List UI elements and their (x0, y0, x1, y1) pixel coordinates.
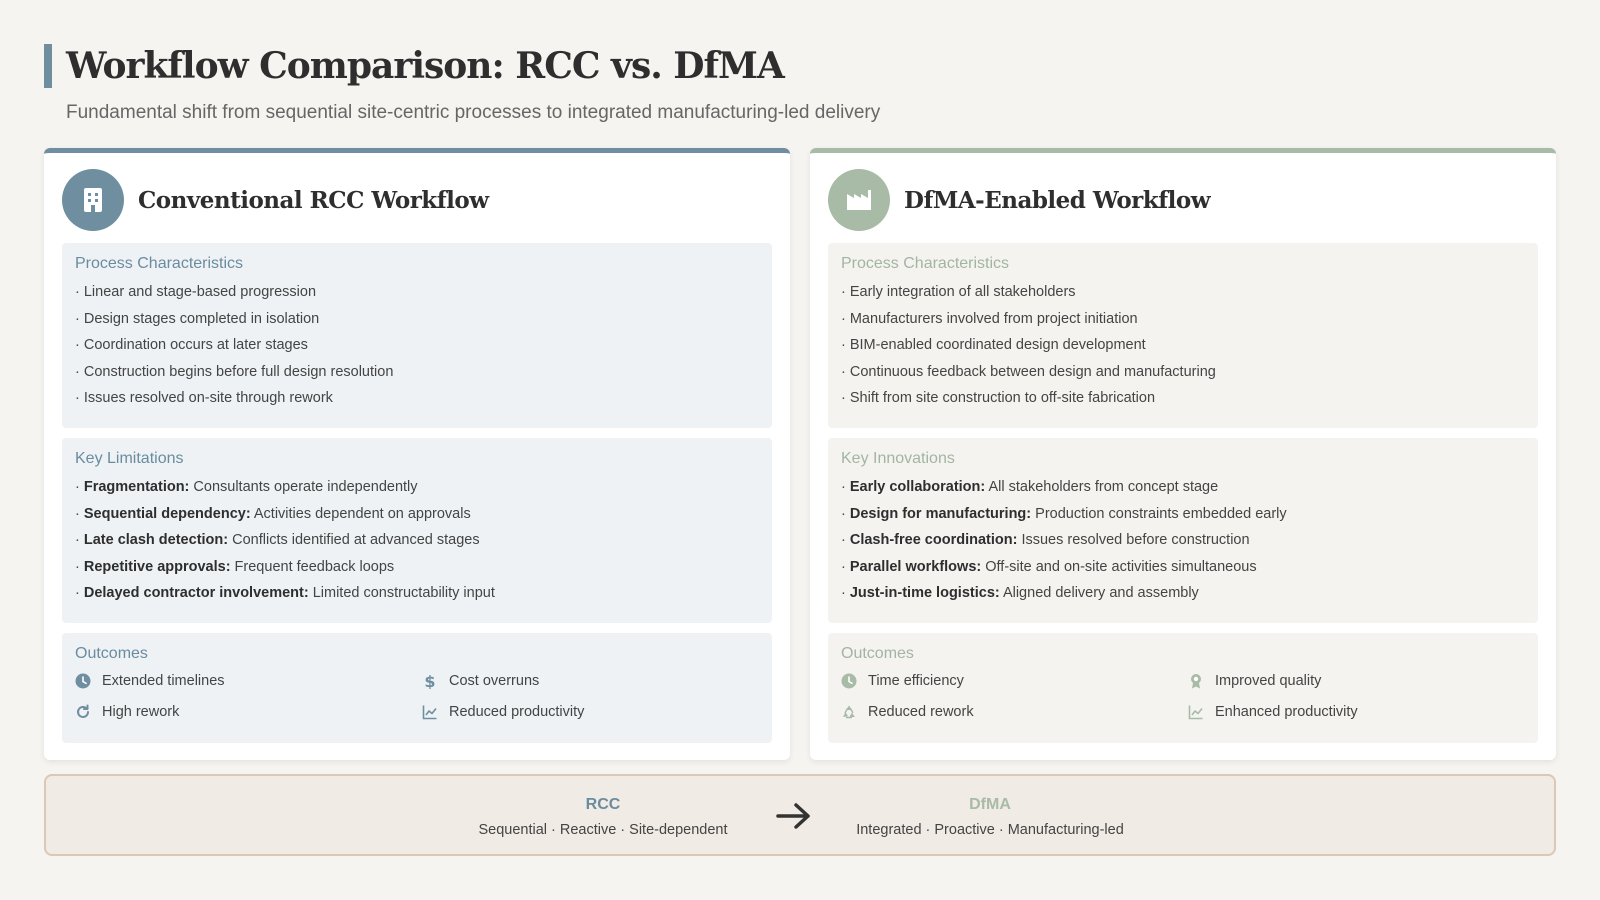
list-item: · Sequential dependency: Activities dependent on approvals (75, 505, 471, 522)
list-item: · Coordination occurs at later stages (75, 337, 308, 353)
arrow-right-icon (774, 800, 814, 832)
list-item: · Design for manufacturing: Production constraints embedded early (841, 505, 1287, 522)
rcc-card-header (62, 169, 772, 231)
chart-line-icon (1188, 704, 1204, 720)
list-item: · BIM-enabled coordinated design development (841, 337, 1146, 353)
svg-text:$: $ (424, 672, 436, 689)
clock-icon (841, 673, 857, 689)
list-item: · Design stages completed in isolation (75, 310, 320, 327)
recycle-icon (841, 704, 857, 720)
dfma-process-section (828, 243, 1538, 428)
outcome-item (841, 700, 1188, 723)
item-term: Fragmentation: (83, 479, 190, 495)
page-header (44, 44, 1556, 124)
outcome-item (841, 669, 1188, 692)
dfma-card-title: DfMA-Enabled Workflow (904, 186, 1211, 214)
list-item: · Clash-free coordination: Issues resolved before construction (841, 532, 1250, 548)
item-term: Sequential dependency: (83, 505, 251, 522)
item-term: Just-in-time logistics: (849, 585, 1000, 601)
list-item: · Repetitive approvals: Frequent feedback loops (75, 558, 395, 575)
chart-line-icon (422, 704, 438, 720)
list-item: · Delayed contractor involvement: Limited constructability input (75, 585, 495, 601)
summary-dfma-label: DfMA (969, 796, 1011, 813)
item-text: Issues resolved before construction (1017, 532, 1250, 548)
item-text: Activities dependent on approvals (250, 505, 471, 522)
section-title: Outcomes (75, 645, 148, 662)
list-item: · Manufacturers involved from project initiation (841, 310, 1138, 327)
dfma-workflow-card (810, 148, 1556, 760)
rcc-card-title: Conventional RCC Workflow (138, 186, 489, 214)
section-title: Key Limitations (75, 450, 184, 467)
list-item: · Early integration of all stakeholders (841, 284, 1076, 300)
outcome-label: Cost overruns (449, 672, 540, 689)
outcome-label: Improved quality (1215, 672, 1322, 689)
item-text: All stakeholders from concept stage (985, 479, 1219, 495)
item-term: Repetitive approvals: (83, 558, 231, 575)
outcome-item (422, 669, 742, 692)
list-item: · Late clash detection: Conflicts identified at advanced stages (75, 532, 480, 548)
dfma-card-header (828, 169, 1538, 231)
summary-rcc-label: RCC (585, 796, 621, 813)
summary-rcc-desc: Sequential · Reactive · Site-dependent (478, 822, 728, 838)
item-text: Aligned delivery and assembly (999, 585, 1199, 601)
outcome-item (75, 669, 422, 692)
outcome-label: Time efficiency (868, 672, 964, 689)
outcome-label: Reduced rework (868, 703, 974, 720)
item-term: Clash-free coordination: (849, 532, 1018, 548)
outcome-item (1188, 700, 1508, 723)
clock-icon (75, 673, 91, 689)
dfma-outcomes-section (828, 633, 1538, 743)
rcc-workflow-card (44, 148, 790, 760)
item-text: Consultants operate independently (189, 479, 418, 495)
list-item: · Fragmentation: Consultants operate independently (75, 479, 418, 495)
outcome-label: Extended timelines (102, 672, 225, 689)
item-text: Production constraints embedded early (1031, 505, 1287, 522)
list-item: · Construction begins before full design resolution (75, 363, 394, 380)
item-term: Parallel workflows: (849, 558, 982, 575)
rcc-outcomes-section (62, 633, 772, 743)
section-title: Key Innovations (841, 450, 955, 467)
outcome-item (1188, 669, 1508, 692)
outcome-label: Reduced productivity (449, 703, 585, 720)
list-item: · Continuous feedback between design and manufacturing (841, 363, 1216, 380)
list-item: · Issues resolved on-site through rework (75, 390, 333, 406)
list-item: · Just-in-time logistics: Aligned delivery and assembly (841, 585, 1199, 601)
item-text: Off-site and on-site activities simultaneous (981, 558, 1257, 575)
list-item: · Linear and stage-based progression (75, 284, 317, 300)
item-term: Late clash detection: (83, 532, 229, 548)
item-term: Delayed contractor involvement: (83, 585, 309, 601)
rcc-process-section (62, 243, 772, 428)
outcome-item (422, 700, 742, 723)
item-text: Limited constructability input (308, 585, 495, 601)
award-icon (1188, 673, 1204, 689)
section-title: Outcomes (841, 645, 914, 662)
factory-icon (828, 169, 890, 231)
outcome-item (75, 700, 422, 723)
section-title: Process Characteristics (841, 255, 1010, 272)
outcome-label: Enhanced productivity (1215, 703, 1358, 720)
page-title: Workflow Comparison: RCC vs. DfMA (66, 45, 784, 87)
item-text: Frequent feedback loops (230, 558, 395, 575)
summary-rcc (453, 796, 753, 838)
summary-banner (44, 774, 1556, 856)
item-term: Design for manufacturing: (849, 505, 1032, 522)
rcc-limitations-section (62, 438, 772, 623)
outcome-label: High rework (102, 703, 180, 720)
redo-icon (75, 704, 91, 720)
list-item: · Early collaboration: All stakeholders from concept stage (841, 479, 1219, 495)
page-subtitle: Fundamental shift from sequential site-centric processes to integrated manufacturing-led delivery (66, 102, 881, 123)
title-accent-bar (44, 44, 52, 88)
section-title: Process Characteristics (75, 255, 244, 272)
building-icon (62, 169, 124, 231)
item-term: Early collaboration: (849, 479, 986, 495)
list-item: · Parallel workflows: Off-site and on-site activities simultaneous (841, 558, 1257, 575)
summary-dfma-desc: Integrated · Proactive · Manufacturing-led (856, 822, 1124, 838)
list-item: · Shift from site construction to off-site fabrication (841, 390, 1156, 406)
summary-dfma (840, 796, 1140, 838)
item-text: Conflicts identified at advanced stages (228, 532, 480, 548)
dfma-innovations-section (828, 438, 1538, 623)
dollar-icon (422, 673, 438, 689)
